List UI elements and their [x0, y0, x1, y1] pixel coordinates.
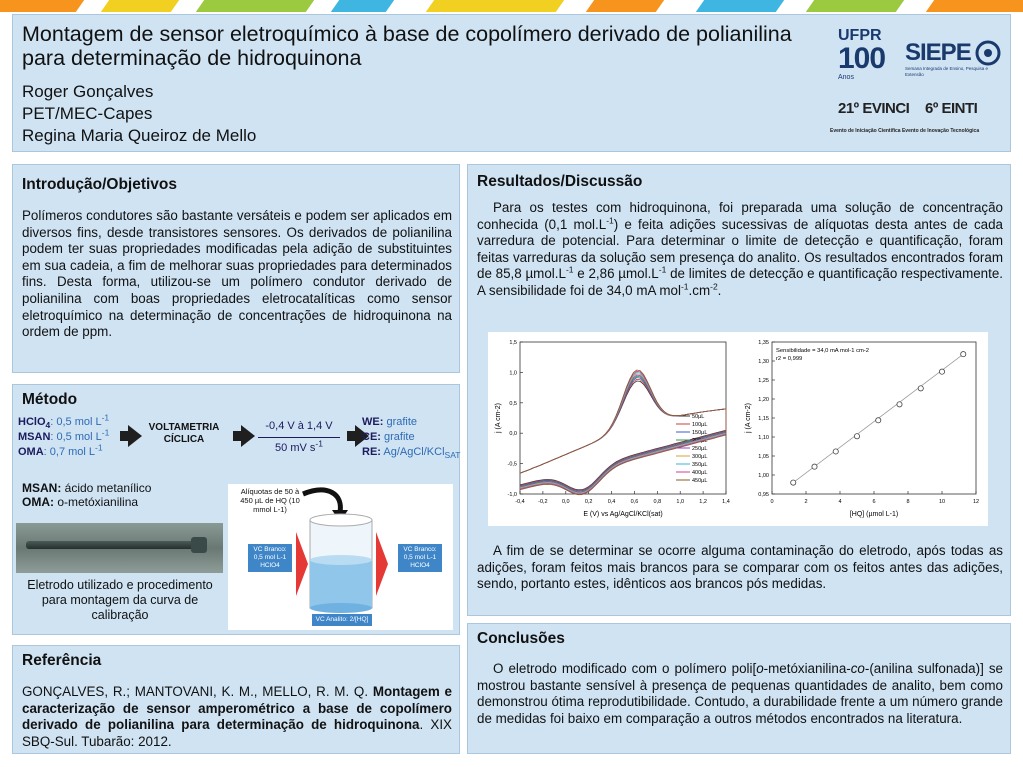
cal-x-tick-label: 6 [872, 499, 876, 505]
cal-x-tick-label: 4 [838, 499, 842, 505]
electrode-caption: Eletrodo utilizado e procedimento para montagem da curva de calibração [27, 578, 213, 622]
cal-y-tick-label: 1,05 [758, 454, 769, 460]
cv-legend-entry: 400µL [692, 470, 708, 476]
reference-heading: Referência [22, 652, 102, 669]
conclusions-heading: Conclusões [477, 630, 565, 647]
cv-x-tick-label: 1,4 [722, 499, 730, 505]
event-caption: Evento de Iniciação Científica Evento de Inovação Tecnológica [830, 128, 980, 134]
cv-y-tick-label: 1,0 [509, 370, 517, 377]
cv-x-tick-label: 0,4 [607, 499, 616, 505]
cv-x-tick-label: -0,4 [515, 499, 525, 505]
cv-legend-entry: 450µL [692, 478, 708, 484]
cv-y-tick-label: 0,5 [509, 400, 517, 407]
cv-legend-entry: 50µL [692, 414, 705, 420]
method-heading: Método [22, 391, 78, 408]
oma-definition: OMA: o-metóxianilina [22, 495, 139, 509]
cal-x-tick-label: 0 [770, 499, 774, 505]
cal-y-tick-label: 1,30 [758, 359, 769, 365]
cv-legend-entry: 250µL [692, 446, 708, 452]
results-heading: Resultados/Discussão [477, 173, 643, 190]
cal-data-point [961, 352, 966, 357]
cal-y-tick-label: 1,15 [758, 416, 769, 422]
cv-y-tick-label: 1,5 [509, 340, 517, 346]
arrow-right-icon [241, 425, 255, 447]
cal-annotation-r2: r2 = 0,999 [776, 356, 803, 362]
cal-data-point [918, 386, 923, 391]
cal-data-point [939, 369, 944, 374]
cal-x-axis-label: [HQ] (µmol L-1) [849, 511, 899, 518]
intro-heading: Introdução/Objetivos [22, 176, 178, 193]
calibration-chart [738, 332, 988, 526]
electrode-tip [191, 537, 207, 553]
poster-title: Montagem de sensor eletroquímico à base de copolímero derivado de polianilina para determinação de hidroquinona [22, 22, 792, 70]
cal-data-point [897, 402, 902, 407]
cal-data-point [833, 449, 838, 454]
cal-x-tick-label: 2 [804, 499, 808, 505]
einti-logo: 6º EINTI [925, 100, 978, 117]
cv-y-axis-label: j (A cm-2) [495, 403, 502, 433]
msan-definition: MSAN: ácido metanílico [22, 481, 152, 495]
cal-y-axis-label: j (A cm-2) [745, 403, 752, 433]
results-text-2: A fim de se determinar se ocorre alguma contaminação do eletrodo, após todas as adições, foram feitos mais brancos para se comparar com os feitos antes das adições, sendo, portanto estes, idênticos aos brancos pós medidas. [477, 543, 1003, 592]
cv-legend-entry: 200µL [692, 438, 708, 444]
cal-x-tick-label: 12 [972, 499, 980, 505]
cv-legend-entry: 100µL [692, 422, 708, 428]
aliquot-label: Alíquotas de 50 à 450 µL de HQ (10 mmol L-1) [240, 487, 300, 514]
electrode-we: WE: grafite [362, 416, 418, 428]
intro-text: Polímeros condutores são bastante versáteis e podem ser aplicados em diversos fins, desde transistores sensores. Os derivados de polianilina podem ter suas propriedades modificadas pela adição de substituintes em sua cadeia, a fim de melhorar suas propriedades para determinados fins. Desta forma, utilizou-se um polímero condutor derivado de polianilina com boas propriedades eletrocatalíticas como sensor eletroquímico na determinação de concentrações de hidroquinona na ordem de ppm. [22, 208, 452, 340]
condition-oma: OMA: 0,7 mol $L^{-1}$ [18, 442, 103, 458]
top-color-bar [0, 0, 1023, 14]
electrode-re: RE: Ag/AgCl/KCl$_{SAT}$ [362, 446, 461, 461]
evinci-logo: 21º EVINCI [838, 100, 910, 117]
calibration-diagram [228, 484, 453, 630]
cal-data-point [812, 464, 817, 469]
cv-y-tick-label: -0,5 [507, 461, 517, 468]
potential-range: -0,4 V à 1,4 V [265, 420, 333, 432]
cal-y-tick-label: 1,10 [758, 435, 769, 441]
cv-x-tick-label: 1,2 [699, 499, 707, 505]
cv-x-axis-label: E (V) vs Ag/AgCl/KCl(sat) [583, 511, 663, 518]
cv-x-tick-label: 1,0 [676, 499, 685, 505]
author-name: Roger Gonçalves [22, 82, 154, 101]
reference-text: GONÇALVES, R.; MANTOVANI, K. M., MELLO, R. M. Q. Montagem e caracterização de sensor amperométrico a base de copolímero derivado de polianilina para determinação de hidroquinona. XIX SBQ-Sul. Tubarão: 2012. [22, 684, 452, 749]
potential-divider [258, 437, 340, 438]
cal-x-tick-label: 8 [906, 499, 910, 505]
vc-analyte: VC Analito: 2/[HQ] [312, 614, 372, 626]
cv-legend-entry: 300µL [692, 454, 708, 460]
electrode-rod [26, 541, 206, 549]
program-name: PET/MEC-Capes [22, 104, 153, 123]
cv-y-tick-label: -1,0 [507, 492, 517, 498]
arrow-right-icon [128, 425, 142, 447]
charts-figure [488, 332, 988, 526]
electrode-ce: CE: grafite [362, 431, 415, 443]
cv-x-tick-label: -0,2 [538, 499, 548, 505]
siepe-logo: SIEPE Semana Integrada de Ensino, Pesquisa e Extensão [905, 40, 1005, 80]
conclusions-text: O eletrodo modificado com o polímero poli[o-metóxianilina-co-(anilina sulfonada)] se mostrou bastante sensível à presença de pequenas quantidades de analito, bem como demonstrou ótima reprodutibilidade. Contudo, a durabilidade frente a um número grande de medidas foi baixo em comparação a outros métodos encontrados na literatura. [477, 661, 1003, 726]
cal-data-point [854, 434, 859, 439]
cv-legend-entry: 350µL [692, 462, 708, 468]
cal-y-tick-label: 1,00 [758, 473, 769, 479]
cv-legend-entry: 150µL [692, 430, 708, 436]
cal-data-point [791, 480, 796, 485]
cal-y-tick-label: 0,95 [758, 492, 769, 498]
cal-annotation: Sensibilidade = 34,0 mA mol-1 cm-2 [776, 348, 869, 354]
cal-x-tick-label: 10 [938, 499, 946, 505]
cv-x-tick-label: 0,0 [561, 499, 570, 505]
condition-msan: MSAN: 0,5 mol $L^{-1}$ [18, 427, 110, 443]
ufpr-logo: UFPR 100 Anos [838, 27, 886, 81]
results-text: Para os testes com hidroquinona, foi preparada uma solução de concentração conhecida (0,1 $mol.L^{-1}$) e feita adições sucessivas de alíquotas desta antes de cada varredura de potencial. Para determinar o limite de detecção e quantificação, foram feitas varreduras da solução sem presença do analito. Os resultados encontrados foram de 85,8 $\mu mol.L^{-1}$ e 2,86 $\mu mol.L^{-1}$ de limites de detecção e quantificação respectivamente. A sensibilidade foi de 34,0 mA $mol^{-1}.cm^{-2}$. [477, 200, 1004, 298]
advisor-name: Regina Maria Queiroz de Mello [22, 126, 257, 145]
siepe-swirl-icon [975, 40, 1001, 66]
cv-x-tick-label: 0,6 [630, 499, 639, 505]
technique-label: VOLTAMETRIA CÍCLICA [148, 422, 220, 445]
cv-x-tick-label: 0,8 [653, 499, 662, 505]
cv-chart [488, 332, 738, 526]
vc-blank-left: VC Branco: 0,5 mol L-1 HClO4 [248, 544, 292, 572]
cal-plot-frame [772, 342, 976, 494]
vc-blank-right: VC Branco: 0,5 mol L-1 HClO4 [398, 544, 442, 572]
cv-y-tick-label: 0,0 [509, 431, 517, 438]
cal-y-tick-label: 1,20 [758, 397, 769, 403]
electrode-photo [16, 523, 223, 573]
cal-y-tick-label: 1,35 [758, 340, 769, 346]
condition-hclo4: HClO$_4$: 0,5 mol $L^{-1}$ [18, 412, 110, 431]
cal-data-point [876, 418, 881, 423]
scan-rate: 50 mV $s^{-1}$ [275, 438, 323, 454]
cal-y-tick-label: 1,25 [758, 378, 769, 384]
cv-x-tick-label: 0,2 [584, 499, 593, 505]
